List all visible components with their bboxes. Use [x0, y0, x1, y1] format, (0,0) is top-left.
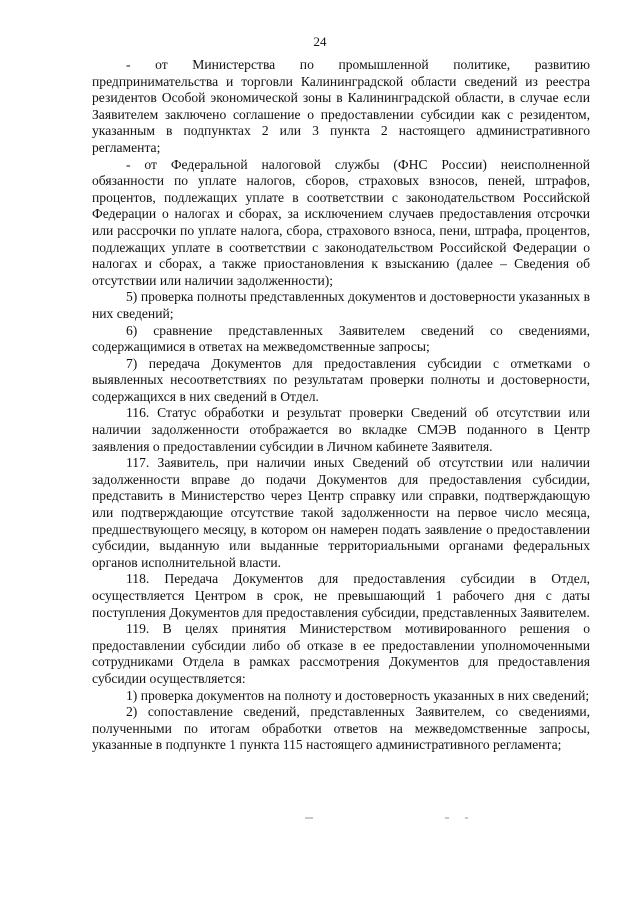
paragraph-116: 116. Статус обработки и результат проверки Сведений об отсутствии или наличии задолженности отображается во вкладке СМЭВ поданного в Центр заявления о предоставлении субсидии в Личном кабинете Заявителя. — [92, 405, 590, 454]
scan-noise-mark — [445, 817, 449, 819]
paragraph-118: 118. Передача Документов для предоставления субсидии в Отдел, осуществляется Центром в срок, не превышающий 1 рабочего дня с даты поступления Документов для предоставления субсидии, представленных Заявителем. — [92, 571, 590, 620]
paragraph-item-6: 6) сравнение представленных Заявителем сведений со сведениями, содержащимися в ответах на межведомственные запросы; — [92, 322, 590, 355]
paragraph-ministry-sources: - от Министерства по промышленной политике, развитию предпринимательства и торговли Калининградской области сведений из реестра резидентов Особой экономической зоны в Калининградской области, в случае если Заявителем заключено соглашение о предоставлении субсидии как с резидентом, указанным в подпунктах 2 или 3 пункта 2 настоящего административного регламента; — [92, 57, 590, 155]
page-number: 24 — [313, 34, 327, 49]
paragraph-119-item-2: 2) сопоставление сведений, представленных Заявителем, со сведениями, полученными по итогам обработки ответов на межведомственные запросы, указанные в подпункте 1 пункта 115 настоящего административного регламента; — [92, 704, 590, 753]
paragraph-item-5: 5) проверка полноты представленных документов и достоверности указанных в них сведений; — [92, 289, 590, 321]
paragraph-fns-sources: - от Федеральной налоговой службы (ФНС России) неисполненной обязанности по уплате налогов, сборов, страховых взносов, пеней, штрафов, процентов, подлежащих уплате в соответствии с законодательством Российской Федерации о налогах и сборах, за исключением случаев предоставления отсрочки или рассрочки по уплате налога, сбора, страхового взноса, пени, штрафа, процентов, подлежащих уплате в соответствии с законодательством Российской Федерации о налогах и сборах, а также приостановления к взысканию (далее – Сведения об отсутствии или наличии задолженности); — [92, 156, 590, 288]
paragraph-item-7: 7) передача Документов для предоставления субсидии с отметками о выявленных несоответствиях по результатам проверки полноты и достоверности, содержащихся в них сведений в Отдел. — [92, 355, 590, 404]
paragraph-117: 117. Заявитель, при наличии иных Сведений об отсутствии или наличии задолженности вправе до подачи Документов для предоставления субсидии, представить в Министерство через Центр справку или справки, подтверждающую или подтверждающие отсутствие такой задолженности на первое число месяца, предшествующего месяцу, в котором он намерен подать заявление о предоставлении субсидии, выданную или выданные территориальными органами федеральных органов исполнительной власти. — [92, 455, 590, 570]
scan-noise-mark — [305, 817, 313, 819]
document-body — [92, 57, 590, 754]
paragraph-119-item-1: 1) проверка документов на полноту и достоверность указанных в них сведений; — [126, 687, 590, 703]
scan-noise-mark — [465, 817, 468, 819]
paragraph-119: 119. В целях принятия Министерством мотивированного решения о предоставлении субсидии либо об отказе в ее предоставлении уполномоченными сотрудниками Отдела в рамках рассмотрения Документов для предоставления субсидии осуществляется: — [92, 621, 590, 686]
